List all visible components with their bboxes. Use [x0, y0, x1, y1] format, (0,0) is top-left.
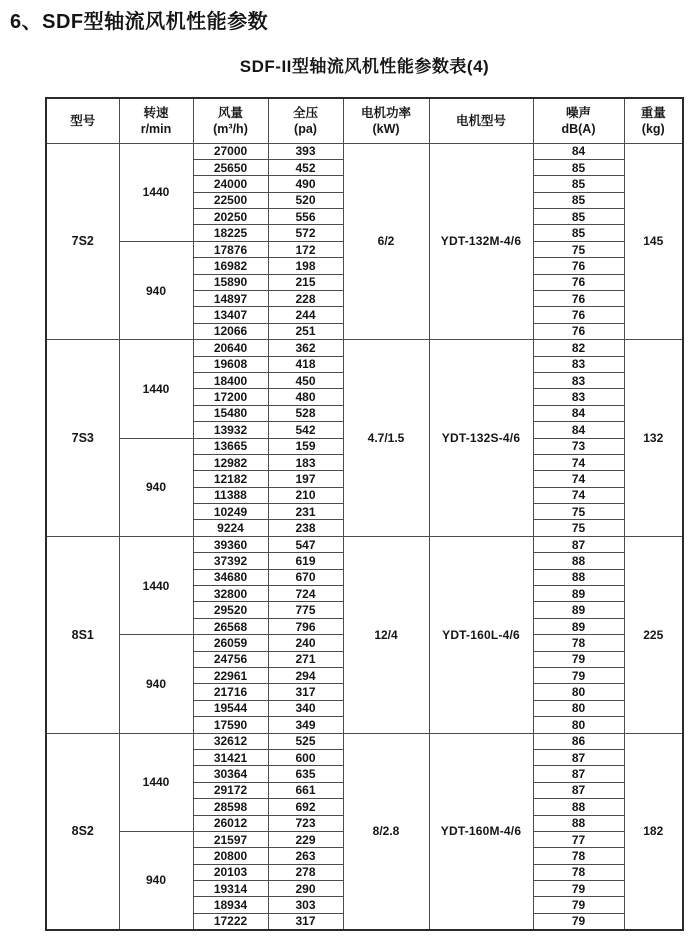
flow-cell: 11388 — [193, 487, 268, 503]
pressure-cell: 303 — [268, 897, 343, 913]
table-row — [46, 733, 683, 749]
pressure-cell: 418 — [268, 356, 343, 372]
pressure-cell: 251 — [268, 323, 343, 339]
pressure-cell: 520 — [268, 192, 343, 208]
weight-cell: 132 — [624, 340, 683, 537]
table-row — [46, 536, 683, 552]
noise-cell: 75 — [533, 520, 624, 536]
noise-cell: 80 — [533, 700, 624, 716]
model-cell: 7S2 — [46, 143, 119, 340]
pressure-cell: 240 — [268, 635, 343, 651]
noise-cell: 74 — [533, 454, 624, 470]
pressure-cell: 450 — [268, 372, 343, 388]
noise-cell: 76 — [533, 258, 624, 274]
column-header-noise: 噪声 dB(A) — [533, 98, 624, 143]
noise-cell: 85 — [533, 225, 624, 241]
pressure-cell: 278 — [268, 864, 343, 880]
flow-cell: 17876 — [193, 241, 268, 257]
power-cell: 6/2 — [343, 143, 429, 340]
rpm-cell: 940 — [119, 635, 193, 733]
flow-cell: 19314 — [193, 881, 268, 897]
noise-cell: 84 — [533, 422, 624, 438]
noise-cell: 79 — [533, 668, 624, 684]
pressure-cell: 619 — [268, 553, 343, 569]
noise-cell: 85 — [533, 159, 624, 175]
noise-cell: 76 — [533, 291, 624, 307]
noise-cell: 89 — [533, 586, 624, 602]
pressure-cell: 661 — [268, 782, 343, 798]
pressure-cell: 317 — [268, 684, 343, 700]
noise-cell: 75 — [533, 241, 624, 257]
pressure-cell: 215 — [268, 274, 343, 290]
table-header — [46, 98, 683, 143]
flow-cell: 26059 — [193, 635, 268, 651]
flow-cell: 18225 — [193, 225, 268, 241]
rpm-cell: 1440 — [119, 536, 193, 634]
table-row — [46, 340, 683, 356]
table-title: SDF-II型轴流风机性能参数表(4) — [239, 57, 490, 76]
noise-cell: 83 — [533, 372, 624, 388]
flow-cell: 10249 — [193, 504, 268, 520]
flow-cell: 30364 — [193, 766, 268, 782]
noise-cell: 82 — [533, 340, 624, 356]
flow-cell: 20250 — [193, 209, 268, 225]
column-header-flow: 风量 (m³/h) — [193, 98, 268, 143]
page-title: 6、SDF型轴流风机性能参数 — [10, 11, 269, 33]
flow-cell: 17590 — [193, 717, 268, 733]
power-cell: 4.7/1.5 — [343, 340, 429, 537]
flow-cell: 13407 — [193, 307, 268, 323]
flow-cell: 24756 — [193, 651, 268, 667]
flow-cell: 37392 — [193, 553, 268, 569]
flow-cell: 22500 — [193, 192, 268, 208]
noise-cell: 83 — [533, 389, 624, 405]
noise-cell: 87 — [533, 749, 624, 765]
pressure-cell: 525 — [268, 733, 343, 749]
column-header-motor: 电机型号 — [429, 98, 533, 143]
noise-cell: 79 — [533, 881, 624, 897]
noise-cell: 76 — [533, 323, 624, 339]
table-title-row — [45, 52, 684, 77]
rpm-cell: 1440 — [119, 733, 193, 831]
pressure-cell: 692 — [268, 799, 343, 815]
table-body — [46, 143, 683, 930]
column-header-pressure: 全压 (pa) — [268, 98, 343, 143]
flow-cell: 13665 — [193, 438, 268, 454]
pressure-cell: 547 — [268, 536, 343, 552]
flow-cell: 18400 — [193, 372, 268, 388]
noise-cell: 89 — [533, 618, 624, 634]
noise-cell: 87 — [533, 782, 624, 798]
flow-cell: 16982 — [193, 258, 268, 274]
power-cell: 12/4 — [343, 536, 429, 733]
flow-cell: 18934 — [193, 897, 268, 913]
noise-cell: 78 — [533, 848, 624, 864]
table-row — [46, 143, 683, 159]
pressure-cell: 775 — [268, 602, 343, 618]
flow-cell: 32612 — [193, 733, 268, 749]
noise-cell: 88 — [533, 815, 624, 831]
flow-cell: 12982 — [193, 454, 268, 470]
flow-cell: 14897 — [193, 291, 268, 307]
flow-cell: 34680 — [193, 569, 268, 585]
noise-cell: 77 — [533, 831, 624, 847]
column-header-power: 电机功率 (kW) — [343, 98, 429, 143]
pressure-cell: 340 — [268, 700, 343, 716]
flow-cell: 15890 — [193, 274, 268, 290]
flow-cell: 28598 — [193, 799, 268, 815]
noise-cell: 73 — [533, 438, 624, 454]
flow-cell: 12182 — [193, 471, 268, 487]
noise-cell: 89 — [533, 602, 624, 618]
flow-cell: 32800 — [193, 586, 268, 602]
noise-cell: 76 — [533, 274, 624, 290]
flow-cell: 26012 — [193, 815, 268, 831]
noise-cell: 87 — [533, 536, 624, 552]
pressure-cell: 452 — [268, 159, 343, 175]
flow-cell: 15480 — [193, 405, 268, 421]
noise-cell: 74 — [533, 487, 624, 503]
rpm-cell: 940 — [119, 831, 193, 929]
motor-cell: YDT-160M-4/6 — [429, 733, 533, 930]
pressure-cell: 349 — [268, 717, 343, 733]
pressure-cell: 393 — [268, 143, 343, 159]
noise-cell: 85 — [533, 192, 624, 208]
pressure-cell: 480 — [268, 389, 343, 405]
noise-cell: 84 — [533, 405, 624, 421]
pressure-cell: 796 — [268, 618, 343, 634]
pressure-cell: 229 — [268, 831, 343, 847]
noise-cell: 85 — [533, 209, 624, 225]
noise-cell: 80 — [533, 717, 624, 733]
flow-cell: 24000 — [193, 176, 268, 192]
pressure-cell: 244 — [268, 307, 343, 323]
pressure-cell: 635 — [268, 766, 343, 782]
rpm-cell: 1440 — [119, 143, 193, 241]
pressure-cell: 172 — [268, 241, 343, 257]
flow-cell: 29520 — [193, 602, 268, 618]
pressure-cell: 490 — [268, 176, 343, 192]
motor-cell: YDT-132S-4/6 — [429, 340, 533, 537]
flow-cell: 17222 — [193, 913, 268, 929]
header-row — [46, 98, 683, 143]
pressure-cell: 670 — [268, 569, 343, 585]
pressure-cell: 572 — [268, 225, 343, 241]
noise-cell: 87 — [533, 766, 624, 782]
flow-cell: 17200 — [193, 389, 268, 405]
flow-cell: 39360 — [193, 536, 268, 552]
flow-cell: 29172 — [193, 782, 268, 798]
pressure-cell: 542 — [268, 422, 343, 438]
noise-cell: 79 — [533, 651, 624, 667]
flow-cell: 21597 — [193, 831, 268, 847]
noise-cell: 76 — [533, 307, 624, 323]
performance-table — [45, 97, 684, 931]
column-header-model: 型号 — [46, 98, 119, 143]
pressure-cell: 197 — [268, 471, 343, 487]
noise-cell: 74 — [533, 471, 624, 487]
rpm-cell: 1440 — [119, 340, 193, 438]
pressure-cell: 290 — [268, 881, 343, 897]
motor-cell: YDT-132M-4/6 — [429, 143, 533, 340]
flow-cell: 26568 — [193, 618, 268, 634]
pressure-cell: 210 — [268, 487, 343, 503]
flow-cell: 27000 — [193, 143, 268, 159]
weight-cell: 145 — [624, 143, 683, 340]
pressure-cell: 294 — [268, 668, 343, 684]
noise-cell: 79 — [533, 913, 624, 929]
pressure-cell: 183 — [268, 454, 343, 470]
pressure-cell: 556 — [268, 209, 343, 225]
pressure-cell: 263 — [268, 848, 343, 864]
noise-cell: 80 — [533, 684, 624, 700]
pressure-cell: 362 — [268, 340, 343, 356]
weight-cell: 225 — [624, 536, 683, 733]
noise-cell: 79 — [533, 897, 624, 913]
noise-cell: 78 — [533, 864, 624, 880]
flow-cell: 20800 — [193, 848, 268, 864]
flow-cell: 19608 — [193, 356, 268, 372]
noise-cell: 88 — [533, 569, 624, 585]
flow-cell: 19544 — [193, 700, 268, 716]
flow-cell: 13932 — [193, 422, 268, 438]
pressure-cell: 238 — [268, 520, 343, 536]
noise-cell: 88 — [533, 799, 624, 815]
rpm-cell: 940 — [119, 438, 193, 536]
pressure-cell: 317 — [268, 913, 343, 929]
pressure-cell: 724 — [268, 586, 343, 602]
model-cell: 7S3 — [46, 340, 119, 537]
model-cell: 8S1 — [46, 536, 119, 733]
model-cell: 8S2 — [46, 733, 119, 930]
noise-cell: 78 — [533, 635, 624, 651]
noise-cell: 75 — [533, 504, 624, 520]
column-header-rpm: 转速 r/min — [119, 98, 193, 143]
pressure-cell: 159 — [268, 438, 343, 454]
flow-cell: 20640 — [193, 340, 268, 356]
noise-cell: 86 — [533, 733, 624, 749]
flow-cell: 25650 — [193, 159, 268, 175]
pressure-cell: 198 — [268, 258, 343, 274]
flow-cell: 21716 — [193, 684, 268, 700]
noise-cell: 88 — [533, 553, 624, 569]
weight-cell: 182 — [624, 733, 683, 930]
column-header-weight: 重量 (kg) — [624, 98, 683, 143]
flow-cell: 20103 — [193, 864, 268, 880]
pressure-cell: 231 — [268, 504, 343, 520]
power-cell: 8/2.8 — [343, 733, 429, 930]
noise-cell: 83 — [533, 356, 624, 372]
pressure-cell: 600 — [268, 749, 343, 765]
rpm-cell: 940 — [119, 241, 193, 339]
noise-cell: 85 — [533, 176, 624, 192]
pressure-cell: 271 — [268, 651, 343, 667]
flow-cell: 9224 — [193, 520, 268, 536]
flow-cell: 12066 — [193, 323, 268, 339]
noise-cell: 84 — [533, 143, 624, 159]
flow-cell: 31421 — [193, 749, 268, 765]
pressure-cell: 528 — [268, 405, 343, 421]
motor-cell: YDT-160L-4/6 — [429, 536, 533, 733]
flow-cell: 22961 — [193, 668, 268, 684]
pressure-cell: 723 — [268, 815, 343, 831]
pressure-cell: 228 — [268, 291, 343, 307]
